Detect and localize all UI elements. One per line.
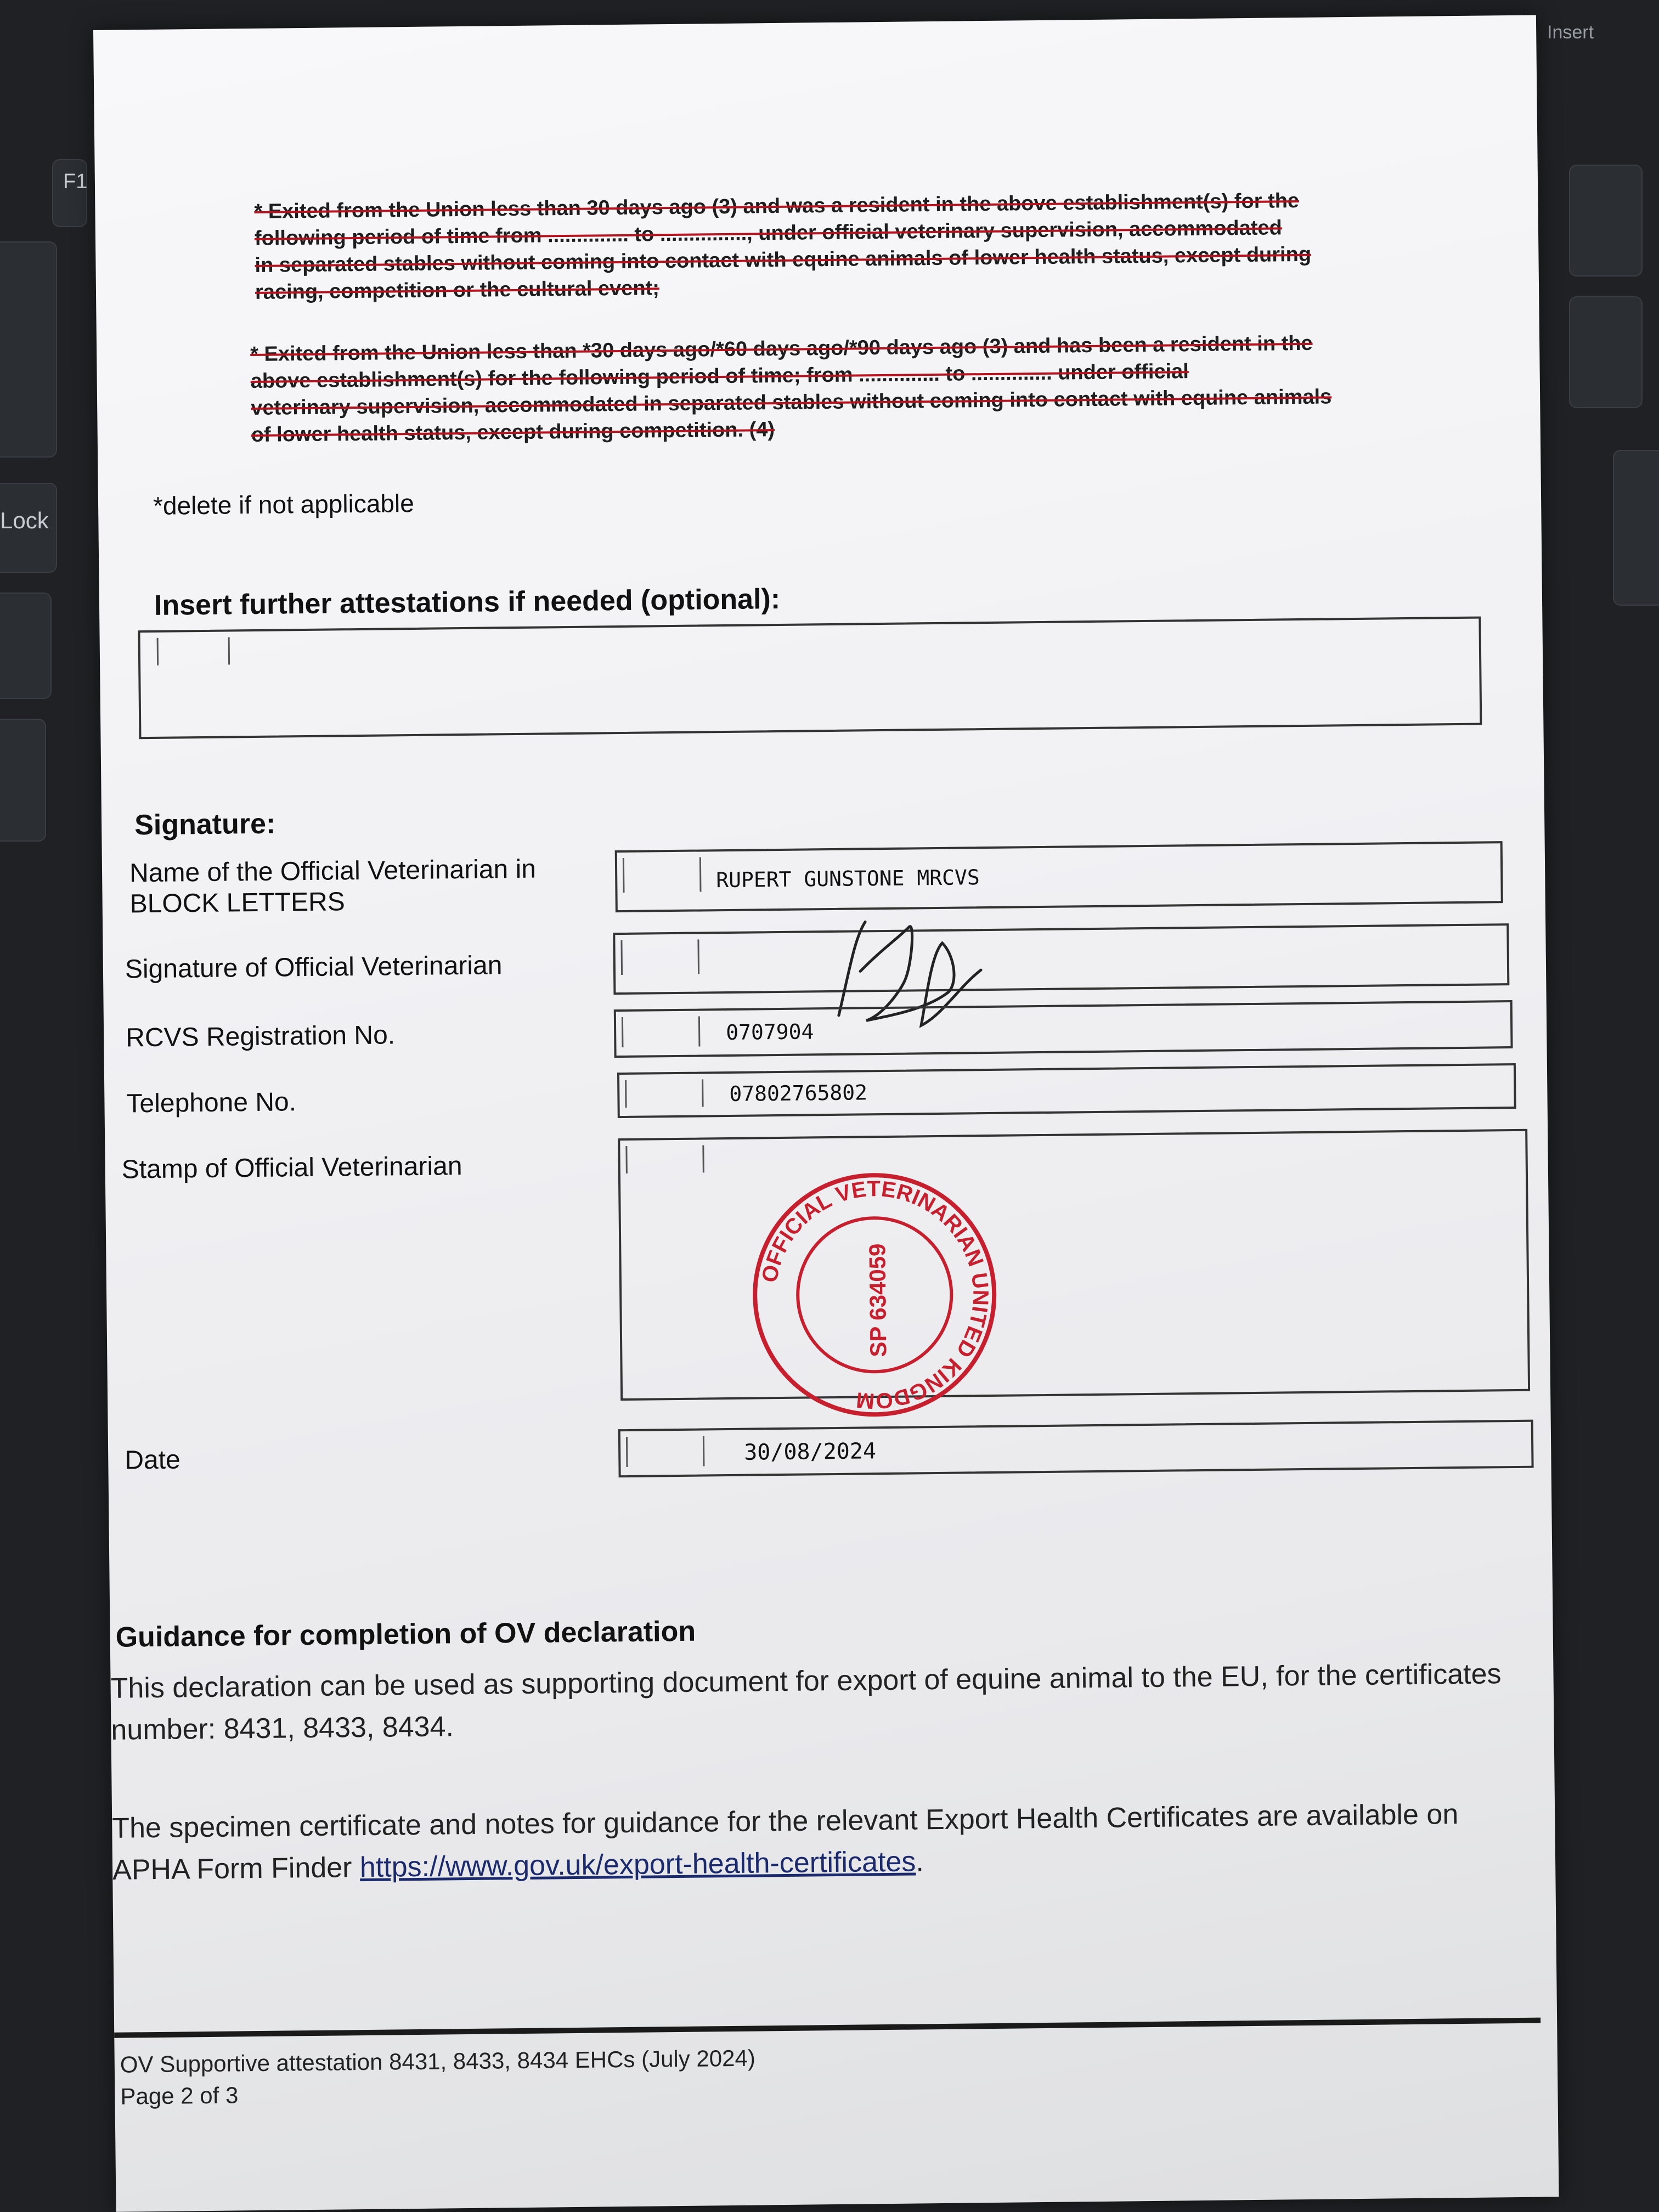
date-value: 30/08/2024 bbox=[743, 1438, 877, 1465]
guidance-paragraph-1-line1: This declaration can be used as supporting document for export of equine animal to the EU, for the certificates bbox=[110, 1658, 1502, 1705]
signature-field[interactable] bbox=[613, 923, 1509, 995]
stamp-ring-text: OFFICIAL VETERINARIAN UNITED KINGDOM bbox=[757, 1177, 993, 1413]
field-marker bbox=[697, 940, 699, 974]
field-marker bbox=[698, 1017, 701, 1047]
stamp-label: Stamp of Official Veterinarian bbox=[121, 1152, 462, 1184]
page-number: Page 2 of 3 bbox=[120, 2082, 239, 2109]
name-label-line1: Name of the Official Veterinarian in bbox=[129, 854, 537, 888]
field-marker bbox=[703, 1436, 705, 1466]
name-label-line2: BLOCK LETTERS bbox=[129, 887, 346, 919]
keyboard-key-left2 bbox=[0, 592, 52, 699]
keyboard-key-right3 bbox=[1613, 450, 1659, 606]
keyboard-key-left3 bbox=[0, 719, 46, 842]
telephone-field[interactable] bbox=[617, 1063, 1516, 1118]
field-marker bbox=[622, 1017, 624, 1047]
field-marker bbox=[620, 940, 623, 975]
name-label bbox=[129, 854, 537, 920]
struck-item-2-line1: * Exited from the Union less than *30 days ago/*60 days ago/*90 days ago (3) and has been a resident in the bbox=[250, 331, 1313, 366]
struck-item-1-line4: racing, competition or the cultural event; bbox=[255, 276, 660, 304]
field-marker bbox=[625, 1080, 627, 1108]
date-label: Date bbox=[125, 1445, 180, 1475]
guidance-paragraph-2-line1: The specimen certificate and notes for guidance for the relevant Export Health Certificates are available on bbox=[112, 1798, 1459, 1844]
rcvs-label: RCVS Registration No. bbox=[125, 1020, 396, 1053]
struck-item-1 bbox=[254, 186, 1462, 306]
rcvs-field[interactable] bbox=[614, 1000, 1513, 1058]
rcvs-value: 0707904 bbox=[725, 1019, 814, 1045]
field-marker bbox=[699, 857, 702, 891]
document-page bbox=[93, 15, 1559, 2211]
guidance-paragraph-1-line2: number: 8431, 8433, 8434. bbox=[111, 1711, 454, 1746]
keyboard-key-left bbox=[0, 241, 57, 458]
telephone-value: 07802765802 bbox=[729, 1080, 868, 1106]
guidance-paragraph-2 bbox=[112, 1793, 1539, 1891]
further-attestations-field[interactable] bbox=[138, 617, 1482, 740]
signature-heading: Signature: bbox=[134, 808, 276, 842]
struck-item-2 bbox=[250, 329, 1475, 449]
delete-note: *delete if not applicable bbox=[153, 488, 415, 520]
guidance-paragraph-1 bbox=[110, 1653, 1537, 1751]
footer bbox=[120, 2042, 756, 2113]
struck-item-1-line2: following period of time from .............. to ..............., under official veterinary supervision, accommodated bbox=[254, 216, 1282, 250]
footer-line-1: OV Supportive attestation 8431, 8433, 8434 EHCs (July 2024) bbox=[120, 2045, 756, 2078]
footer-rule bbox=[114, 2018, 1541, 2038]
field-marker bbox=[623, 858, 625, 893]
keyboard-key-right2 bbox=[1569, 296, 1643, 408]
key-label-lock: Lock bbox=[0, 507, 49, 533]
field-marker bbox=[626, 1437, 628, 1467]
field-marker bbox=[625, 1146, 628, 1173]
guidance-heading: Guidance for completion of OV declaration bbox=[115, 1615, 696, 1654]
name-value: RUPERT GUNSTONE MRCVS bbox=[716, 865, 980, 893]
name-field[interactable] bbox=[615, 841, 1503, 912]
guidance-link-suffix: . bbox=[916, 1846, 924, 1878]
struck-item-2-line3: veterinary supervision, accommodated in separated stables without coming into contact with equine animals bbox=[251, 385, 1332, 420]
field-marker bbox=[157, 638, 159, 665]
guidance-link-prefix: APHA Form Finder bbox=[112, 1852, 360, 1886]
struck-item-2-line4: of lower health status, except during competition. (4) bbox=[251, 418, 775, 447]
stamp-center-text: SP 634059 bbox=[864, 1243, 891, 1357]
telephone-label: Telephone No. bbox=[126, 1087, 297, 1119]
export-health-certificates-link[interactable]: https://www.gov.uk/export-health-certificates bbox=[359, 1846, 916, 1884]
struck-item-1-line3: in separated stables without coming into contact with equine animals of lower health status, except during bbox=[255, 242, 1312, 277]
field-marker bbox=[702, 1145, 704, 1172]
field-marker bbox=[228, 637, 230, 664]
signature-label: Signature of Official Veterinarian bbox=[125, 951, 503, 984]
key-label-insert: Insert bbox=[1547, 22, 1594, 43]
official-stamp bbox=[747, 1167, 1002, 1423]
key-label-f1: F1 bbox=[63, 170, 88, 193]
further-attestations-heading: Insert further attestations if needed (optional): bbox=[154, 583, 781, 622]
keyboard-key-right1 bbox=[1569, 165, 1643, 276]
struck-item-1-line1: * Exited from the Union less than 30 days ago (3) and was a resident in the above establishment(s) for the bbox=[254, 189, 1300, 223]
field-marker bbox=[702, 1079, 704, 1107]
struck-item-2-line2: above establishment(s) for the following period of time; from .............. to .............. under official bbox=[250, 360, 1189, 393]
date-field[interactable] bbox=[618, 1420, 1534, 1477]
